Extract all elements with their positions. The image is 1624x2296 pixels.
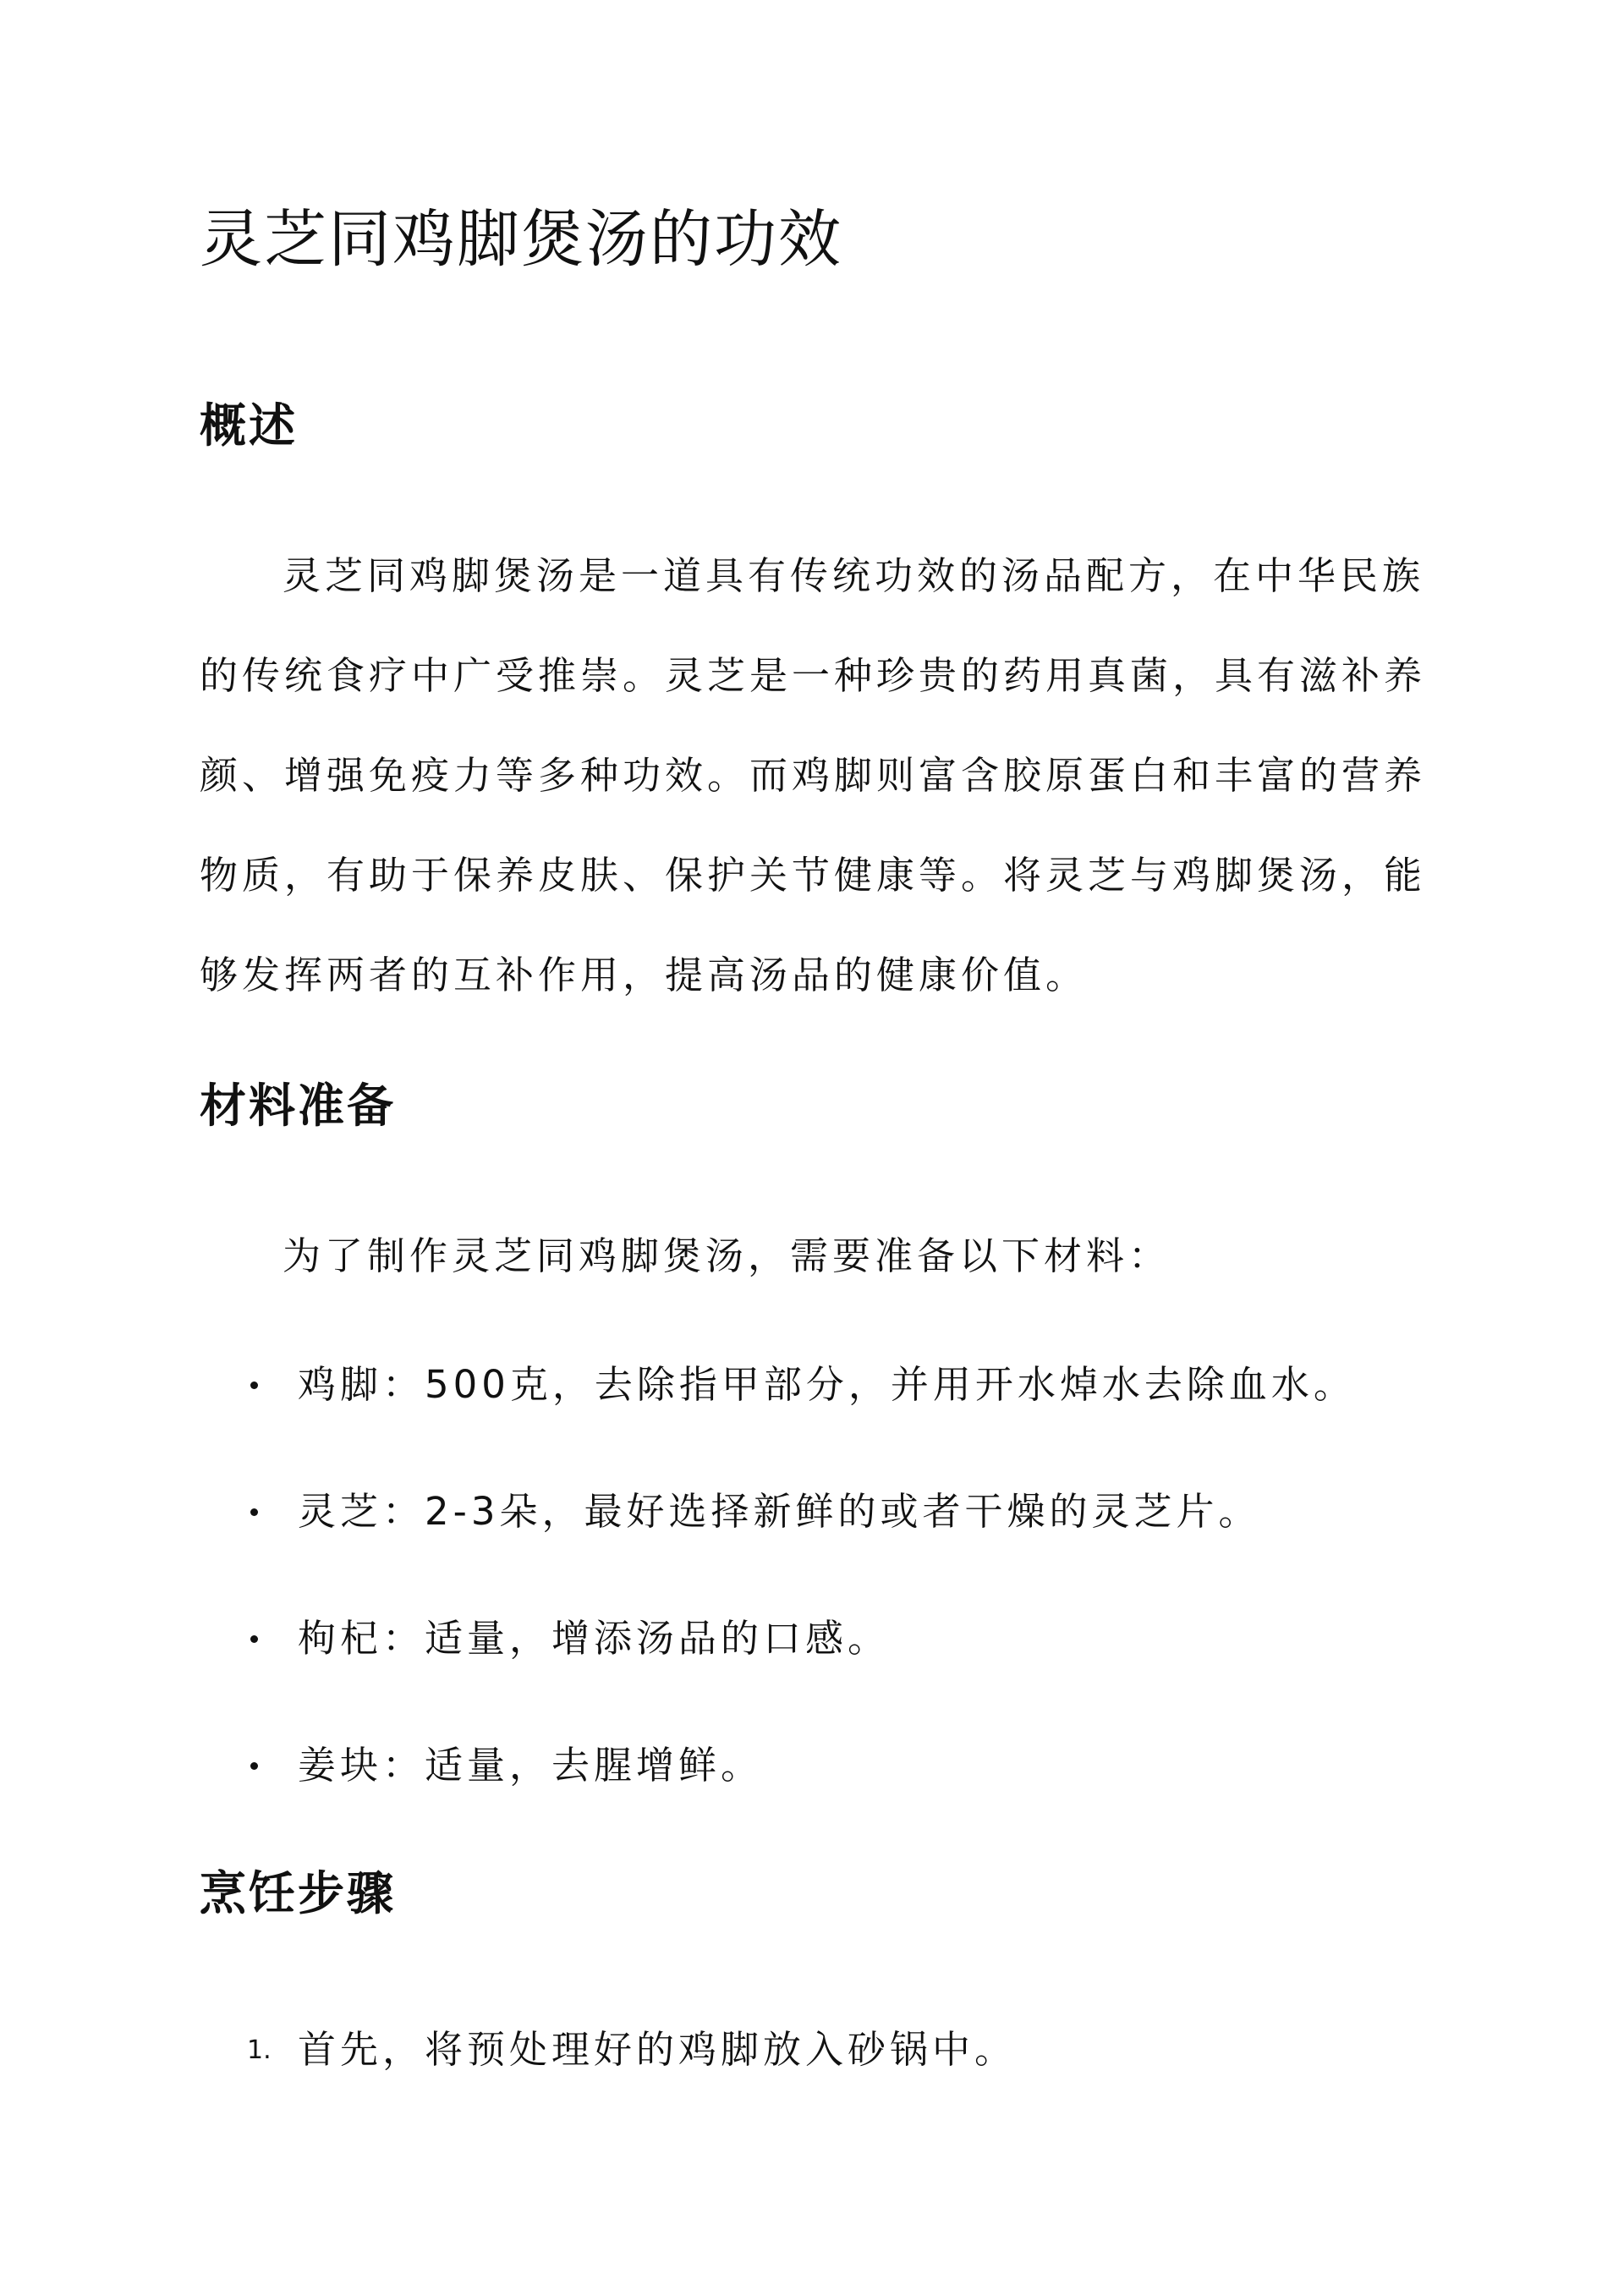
paragraph-line: 的传统食疗中广受推崇。灵芝是一种珍贵的药用真菌，具有滋补养: [200, 653, 1427, 698]
section-heading-steps: 烹饪步骤: [200, 1866, 397, 1920]
bullet-icon: [250, 1508, 258, 1516]
list-item-text: 枸杞：适量，增添汤品的口感。: [298, 1616, 891, 1661]
materials-intro: 为了制作灵芝同鸡脚煲汤，需要准备以下材料：: [283, 1233, 1171, 1278]
section-heading-materials: 材料准备: [200, 1079, 397, 1133]
list-item-text: 灵芝：2-3朵，最好选择新鲜的或者干燥的灵芝片。: [298, 1489, 1261, 1534]
step-number: 1.: [247, 2035, 272, 2065]
section-heading-overview: 概述: [200, 398, 299, 453]
document-title: 灵芝同鸡脚煲汤的功效: [200, 203, 842, 276]
paragraph-line: 颜、增强免疫力等多种功效。而鸡脚则富含胶原蛋白和丰富的营养: [200, 753, 1427, 798]
list-item-text: 鸡脚：500克，去除指甲部分，并用开水焯水去除血水。: [298, 1362, 1356, 1407]
bullet-icon: [250, 1762, 258, 1770]
overview-paragraph: [200, 526, 1426, 1025]
bullet-icon: [250, 1381, 258, 1389]
bullet-icon: [250, 1635, 258, 1643]
paragraph-line: 灵芝同鸡脚煲汤是一道具有传统功效的汤品配方，在中华民族: [283, 553, 1425, 598]
paragraph-line: 物质，有助于保养皮肤、保护关节健康等。将灵芝与鸡脚煲汤，能: [200, 853, 1427, 898]
step-text: 首先，将预处理好的鸡脚放入砂锅中。: [298, 2027, 1018, 2072]
list-item-text: 姜块：适量，去腥增鲜。: [298, 1743, 764, 1788]
paragraph-line: 够发挥两者的互补作用，提高汤品的健康价值。: [200, 953, 1089, 997]
